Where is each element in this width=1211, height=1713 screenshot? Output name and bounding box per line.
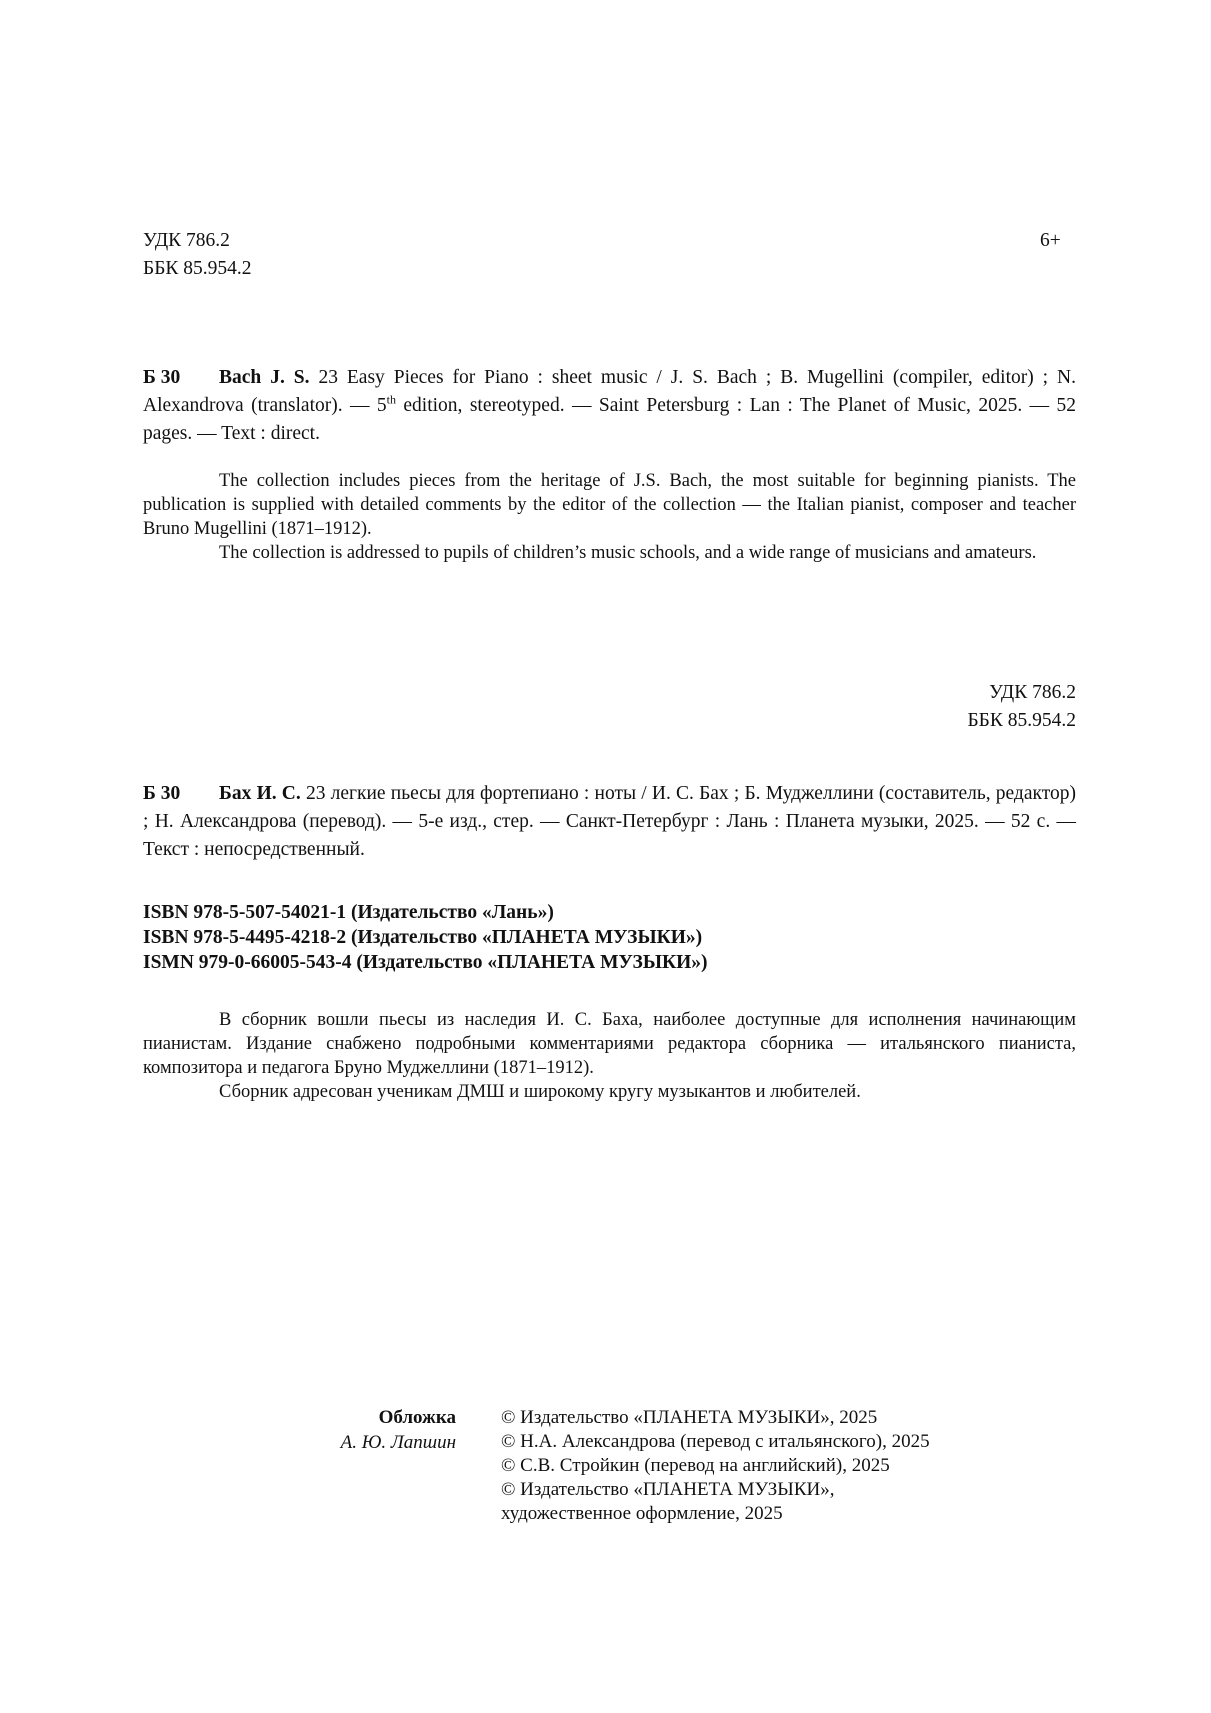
ismn-line: ISMN 979-0-66005-543-4 (Издательство «ПЛАНЕТА МУЗЫКИ») bbox=[143, 952, 708, 973]
entry-text: 23 легкие пьесы для фортепиано : ноты / И. С. Бах ; Б. Муджеллини (составитель, редактор) ; Н. Александрова (перевод). — 5-е изд., стер. — Санкт-Петербург : Лань : Планета музыки, 2025. — 52 с. — Текст : непосредственный. bbox=[143, 783, 1076, 860]
isbn-line: ISBN 978-5-4495-4218-2 (Издательство «ПЛАНЕТА МУЗЫКИ») bbox=[143, 927, 703, 948]
copyright-line: © Издательство «ПЛАНЕТА МУЗЫКИ», bbox=[501, 1479, 835, 1500]
english-annotation-paragraph: The collection is addressed to pupils of children’s music schools, and a wide range of musicians and amateurs. bbox=[219, 543, 1037, 563]
entry-text-part2: edition, stereotyped. — Saint Petersburg : Lan : The Planet of Music, 2025. — 52 pages. — Text : direct. bbox=[143, 395, 1076, 444]
english-annotation bbox=[143, 469, 1076, 565]
cover-artist: А. Ю. Лапшин bbox=[340, 1432, 456, 1453]
isbn-line: ISBN 978-5-507-54021-1 (Издательство «Лань») bbox=[143, 902, 554, 923]
isbn-block bbox=[143, 900, 708, 975]
english-bibliographic-entry bbox=[143, 364, 1076, 448]
age-rating: 6+ bbox=[1040, 230, 1061, 251]
entry-text-part1: 23 Easy Pieces for Piano : sheet music / J. S. Bach ; B. Mugellini (compiler, editor) ; N. Alexandrova (translator). — 5 bbox=[143, 367, 1076, 416]
copyright-line: © Н.А. Александрова (перевод с итальянского), 2025 bbox=[501, 1431, 930, 1452]
entry-author: Бах И. С. bbox=[219, 783, 301, 804]
russian-annotation-paragraph: Сборник адресован ученикам ДМШ и широкому кругу музыкантов и любителей. bbox=[219, 1082, 861, 1102]
edition-superscript: th bbox=[386, 392, 396, 407]
entry-code: Б 30 bbox=[143, 367, 181, 388]
udk-code: УДК 786.2 bbox=[143, 230, 230, 251]
entry-author: Bach J. S. bbox=[219, 367, 310, 388]
bbk-code-right: ББК 85.954.2 bbox=[967, 710, 1076, 731]
copyright-list bbox=[501, 1406, 930, 1526]
russian-annotation bbox=[143, 1008, 1076, 1104]
bbk-code: ББК 85.954.2 bbox=[143, 258, 252, 279]
udk-code-right: УДК 786.2 bbox=[989, 682, 1076, 703]
copyright-line: © С.В. Стройкин (перевод на английский), 2025 bbox=[501, 1455, 890, 1476]
russian-bibliographic-entry bbox=[143, 780, 1076, 864]
copyright-line: художественное оформление, 2025 bbox=[501, 1503, 783, 1524]
cover-label: Обложка bbox=[378, 1407, 456, 1428]
entry-code: Б 30 bbox=[143, 783, 181, 804]
copyright-line: © Издательство «ПЛАНЕТА МУЗЫКИ», 2025 bbox=[501, 1407, 878, 1428]
russian-annotation-paragraph: В сборник вошли пьесы из наследия И. С. Баха, наиболее доступные для исполнения начинающим пианистам. Издание снабжено подробными комментариями редактора сборника — итальянского пианиста, композитора и педагога Бруно Муджеллини (1871–1912). bbox=[143, 1010, 1076, 1078]
english-annotation-paragraph: The collection includes pieces from the heritage of J.S. Bach, the most suitable for beginning pianists. The publication is supplied with detailed comments by the editor of the collection — the Italian pianist, composer and teacher Bruno Mugellini (1871–1912). bbox=[143, 471, 1076, 539]
